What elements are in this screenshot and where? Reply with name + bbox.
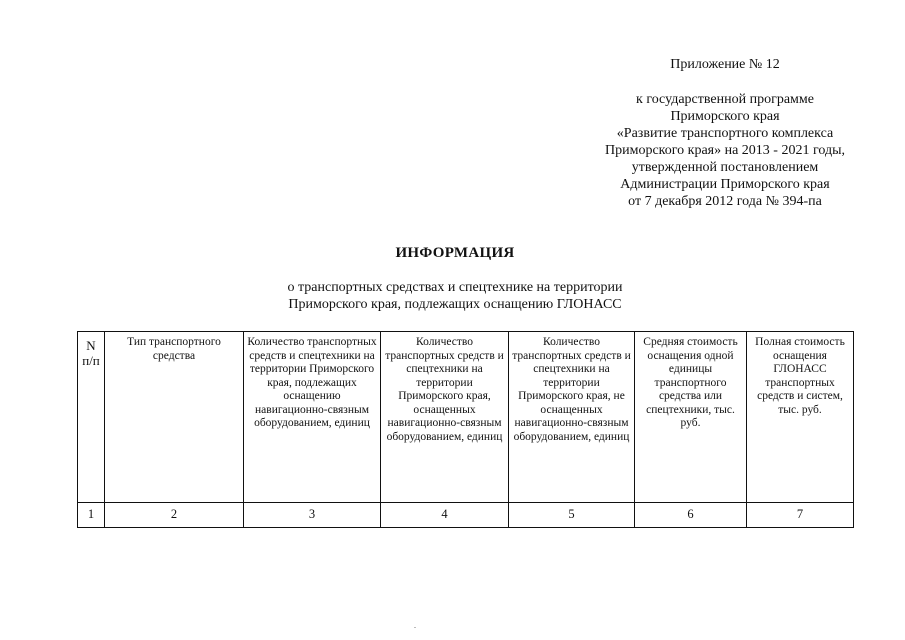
appendix-line: Приморского края bbox=[670, 109, 780, 124]
header-cell-count-equipped: Количество транспортных средств и спецтехники на территории Приморского края, оснащенных навигационно-связным оборудованием, единиц bbox=[381, 332, 509, 503]
appendix-line: Приморского края» на 2013 - 2021 годы, bbox=[604, 143, 845, 158]
header-cell-count-to-equip: Количество транспортных средств и спецтехники на территории Приморского края, подлежащих оснащению навигационно-связным оборудованием, единиц bbox=[244, 332, 381, 503]
column-number-cell: 2 bbox=[105, 503, 244, 528]
header-cell-vehicle-type: Тип транспортного средства bbox=[105, 332, 244, 503]
column-number-cell: 6 bbox=[635, 503, 747, 528]
header-cell-number: N п/п bbox=[78, 332, 105, 503]
column-number-cell: 4 bbox=[381, 503, 509, 528]
document-heading: ИНФОРМАЦИЯ bbox=[395, 245, 515, 261]
subtitle-line: Приморского края, подлежащих оснащению ГЛОНАСС bbox=[288, 297, 622, 312]
appendix-line: от 7 декабря 2012 года № 394-па bbox=[628, 194, 822, 209]
appendix-line: Администрации Приморского края bbox=[620, 177, 830, 192]
scan-speck bbox=[414, 627, 416, 628]
column-number-cell: 3 bbox=[244, 503, 381, 528]
column-number-cell: 1 bbox=[78, 503, 105, 528]
appendix-line: к государственной программе bbox=[636, 92, 814, 107]
header-cell-count-not-equipped: Количество транспортных средств и спецтехники на территории Приморского края, не оснащенных навигационно-связным оборудованием, единиц bbox=[509, 332, 635, 503]
column-number-cell: 5 bbox=[509, 503, 635, 528]
appendix-block bbox=[560, 56, 890, 210]
appendix-number: Приложение № 12 bbox=[670, 57, 780, 72]
table-header-row bbox=[78, 332, 854, 503]
column-number-cell: 7 bbox=[747, 503, 854, 528]
subtitle-line: о транспортных средствах и спецтехнике на территории bbox=[287, 280, 623, 295]
document-subtitle bbox=[200, 279, 710, 313]
header-cell-total-cost: Полная стоимость оснащения ГЛОНАСС транспортных средств и систем, тыс. руб. bbox=[747, 332, 854, 503]
table-row bbox=[78, 503, 854, 528]
appendix-line: «Развитие транспортного комплекса bbox=[616, 126, 834, 141]
header-cell-avg-cost: Средняя стоимость оснащения одной единицы транспортного средства или спецтехники, тыс. руб. bbox=[635, 332, 747, 503]
appendix-line: утвержденной постановлением bbox=[631, 160, 819, 175]
info-table bbox=[77, 331, 854, 528]
